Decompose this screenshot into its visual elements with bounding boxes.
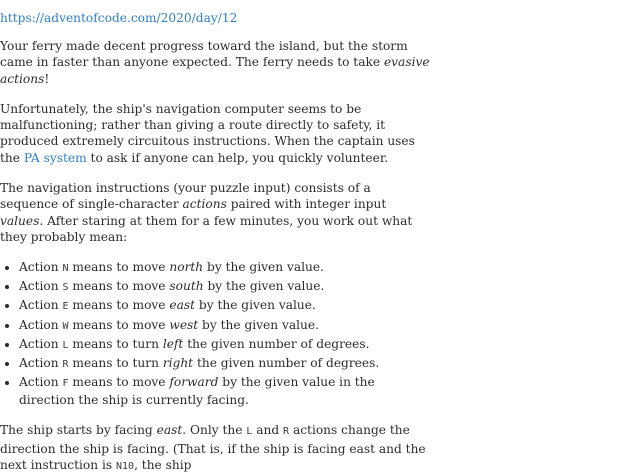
intro-paragraph [0,38,430,87]
navigation-text-end: to ask if anyone can help, you quickly volunteer. [86,150,389,165]
ship-text-2: . Only the [182,423,247,438]
values-emphasis: values [0,213,40,228]
list-item [19,259,430,277]
action-direction: west [169,317,199,332]
action-suffix: by the given value. [195,298,316,313]
action-verb: means to move [68,279,170,294]
action-verb: means to move [68,374,170,389]
list-item [19,355,430,373]
action-direction: north [169,260,204,275]
action-code: E [62,301,69,313]
action-code-r: R [283,426,290,438]
action-suffix: by the given value. [203,279,325,294]
action-prefix: Action [19,317,63,332]
action-direction: right [162,355,194,370]
action-prefix: Action [19,374,63,389]
action-suffix: the given number of degrees. [183,336,370,351]
actions-emphasis: actions [182,197,227,212]
pa-system-link[interactable]: PA system [23,150,87,165]
navigation-paragraph [0,101,430,166]
action-code: F [62,377,69,389]
action-code-n10: N10 [116,461,135,473]
action-code: L [62,339,69,351]
action-suffix: the given number of degrees. [193,355,380,370]
action-direction: east [169,298,196,313]
action-code-l: L [246,426,253,438]
instructions-text-end: . After staring at them for a few minutes, you work out what they probably mean: [0,213,413,244]
list-item [19,278,430,296]
action-code: N [62,263,69,275]
action-verb: means to move [68,298,170,313]
action-suffix: by the given value in the direction the ship is currently facing. [19,374,375,408]
intro-text: Your ferry made decent progress toward the island, but the storm came in faster than anyone expected. The ferry needs to take [0,39,408,70]
east-emphasis: east [156,423,183,438]
page-url-link[interactable]: https://adventofcode.com/2020/day/12 [0,11,238,25]
instructions-text-mid: paired with integer input [226,197,387,212]
action-verb: means to move [68,260,170,275]
action-code: S [62,282,69,294]
action-direction: south [169,279,204,294]
list-item [19,374,430,409]
action-prefix: Action [19,355,63,370]
instructions-paragraph [0,180,430,245]
list-item [19,317,430,335]
list-item [19,297,430,315]
action-prefix: Action [19,260,63,275]
action-verb: means to turn [68,336,163,351]
instructions-text: The navigation instructions (your puzzle input) consists of a sequence of single-character [0,181,371,212]
action-prefix: Action [19,298,63,313]
navigation-text: Unfortunately, the ship's navigation computer seems to be malfunctioning; rather than giving a route directly to safety, it produced extremely circuitous instructions. When the captain uses the [0,101,415,165]
action-direction: left [162,336,184,351]
list-item [19,336,430,354]
action-code: R [62,358,69,370]
ship-text-3: and [252,423,284,438]
action-list [0,259,430,408]
ship-direction-paragraph [0,422,430,475]
action-verb: means to move [68,317,170,332]
action-prefix: Action [19,279,63,294]
ship-text-5: , the ship [134,458,192,473]
action-code: W [62,320,69,332]
action-prefix: Action [19,336,63,351]
action-verb: means to turn [68,355,163,370]
action-suffix: by the given value. [198,317,319,332]
intro-text-end: ! [44,71,50,86]
action-direction: forward [169,374,219,389]
intro-emphasis: evasive actions [0,55,430,86]
ship-text: The ship starts by facing [0,423,157,438]
ship-text-4: actions change the direction the ship is facing. (That is, if the ship is facing east and the next instruction is [0,423,426,473]
action-suffix: by the given value. [203,260,324,275]
